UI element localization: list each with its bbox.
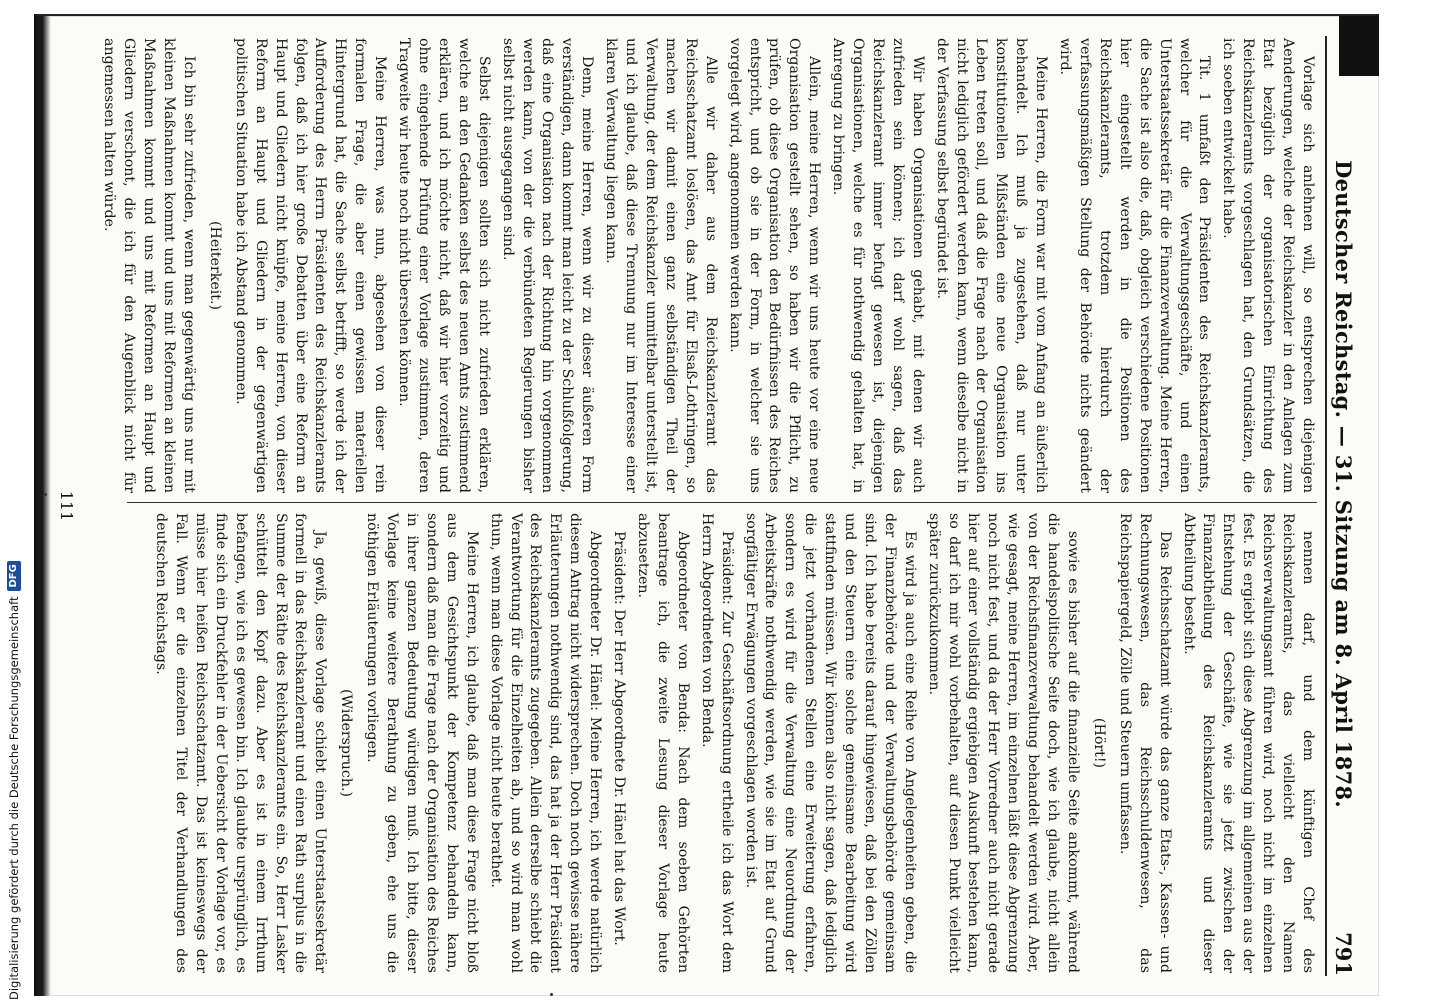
- paragraph: Wir haben Organisationen gehabt, mit denen wir auch zufrieden sein können; ich darf wohl sagen, daß das Reichskanzleramt immer befugt gewesen ist, diejenigen Organisationen, welche es für nothwendig gehalten hat, in Anregung zu bringen.: [830, 38, 926, 493]
- paragraph: Das Reichsschatzamt würde das ganze Etats-, Kassen- und Rechnungswesen, das Reichsschuldenwesen, das Reichspapiergeld, Zölle und Steuern umfassen.: [1116, 513, 1173, 973]
- scanned-page: [34, 14, 1379, 996]
- paragraph: sowie es bisher auf die finanzielle Seite ankommt, während die handelspolitische Seite doch, wie ich glaube, nicht allein von der Reichsfinanzverwaltung behandelt werden wird. Aber, wie gesagt, meine Herren, im einzelnen läßt diese Abgrenzung noch nicht fest, und da der Herr Vorredner auch nicht gerade hier auf einer vollständig ergiebigen Auskunft bestehen kann, so darf ich mir wohl vorbehalten, auf diesen Punkt vielleicht später zurückzukommen.: [925, 513, 1082, 973]
- paragraph: Alle wir daher aus dem Reichskanzleramt das Reichsschatzamt loslösen, das Amt für Elsaß-Lothringen, so machen wir damit einen ganz selbständigen Theil der Verwaltung, der dem Reichskanzler unmittelbar unterstellt ist, und ich glaube, daß diese Trennung nur im Interesse einer klaren Verwaltung liegen kann.: [603, 38, 719, 493]
- paragraph: Meine Herren, die Form war mit vom Anfang an äußerlich behandelt. Ich muß ja zugestehen, daß nur unter konstitutionellen Mißständen eine neue Organisation ins Leben treten soll, und daß die Frage nach der Organisation nicht lediglich gefördert werden kann, wenn dieselbe nicht in der Verfassung selbst begründet ist.: [933, 38, 1050, 493]
- interjection: (Heiterkeit.): [206, 221, 223, 310]
- digitisation-credit: [3, 564, 25, 1000]
- scan-speck: [44, 493, 47, 496]
- paragraph: Präsident: Zur Geschäftsordnung ertheile ich das Wort dem Herrn Abgeordneten von Benda.: [698, 513, 735, 973]
- scan-speck: [550, 993, 553, 996]
- column-divider: [127, 502, 1317, 503]
- paragraph: Tit. 1 umfaßt den Präsidenten des Reichskanzleramts, welcher für die Verwaltungsgeschäfte, und einen Unterstaatssekretär für die Finanzverwaltung. Meine Herren, die Sache ist also die, daß, obgleich verschiedene Positionen hier eingestellt werden in die Positionen des Reichskanzleramts, trotzdem hierdurch der verfassungsmäßigen Stellung der Behörde nichts geändert wird.: [1057, 38, 1213, 493]
- paragraph: Ich bin sehr zufrieden, wenn man gegenwärtig uns nur mit kleinen Maßnahmen kommt und uns mit Reformen an kleinen Maßnahmen kommt und uns mit Reformen an Haupt und Gliedern verschont, die ich für den Augenblick nicht für angemessen halten würde.: [101, 38, 198, 493]
- credit-text: Digitalisierung gefördert durch die Deutsche Forschungsgemeinschaft: [7, 596, 21, 1000]
- paragraph: Abgeordneter Dr. Hänel: Meine Herren, ich werde natürlich diesem Antrag nicht widersprechen. Doch noch gewisse nähere Erläuterungen nothwendig sind, das hat ja der Herr Präsident des Reichskanzleramts zugegeben. Allein derselbe schiebt die Verantwortung für die Einzelheiten ab, und so wird man wohl thun, wenn man diese Vorlage nicht heute berathet.: [487, 513, 604, 973]
- paragraph: Ja, gewiß, diese Vorlage schiebt einen Unterstaatssekretär formell in das Reichskanzleramt und einen Rath surplus in die Summe der Räthe des Reichskanzleramts ein. So, Herr Lasker schüttelt den Kopf dazu. Aber es ist in einem Irrthum befangen, wie ich es gewesen bin. Ich glaubte ursprünglich, es finde sich ein Druckfehler in der Uebersicht der Vorlage vor, es müsse hier heißen Reichsschatzamt. Das ist keineswegs der Fall. Wenn er die einzelnen Titel der Verhandlungen des deutschen Reichstags.: [153, 513, 329, 973]
- paragraph: Abgeordneter von Benda: Nach dem soeben Gehörten beantrage ich, die zweite Lesung dieser Vorlage heute abzusetzen.: [635, 513, 691, 973]
- interjection: (Hört!): [1090, 717, 1107, 769]
- left-column: [101, 38, 1317, 493]
- paragraph: Allein, meine Herren, wenn wir uns heute vor eine neue Organisation gestellt sehen, so haben wir die Pflicht, zu prüfen, ob diese Organisation den Bedürfnissen des Reiches entspricht, und ob sie in der Form, in welcher sie uns vorgelegt wird, angenommen werden kann.: [726, 38, 823, 493]
- paragraph: Es wird ja auch eine Reihe von Angelegenheiten geben, die der Finanzbehörde und der Verwaltungsbehörde gemeinsam sind. Ich habe bereits darauf hingewiesen, daß bei den Zöllen und den Steuern eine solche gemeinsame Bearbeitung wird stattfinden müssen. Wir können also nicht sagen, daß lediglich die jetzt vorhandenen Stellen eine Erweiterung erfahren, sondern es wird für die Verwaltung eine Neuordnung der Arbeitskräfte nothwendig werden, wie sie im Etat auf Grund sorgfältiger Erwägungen vorgeschlagen worden ist.: [742, 513, 918, 973]
- paragraph: Präsident: Der Herr Abgeordnete Dr. Hänel hat das Wort.: [611, 531, 628, 946]
- paragraph: Meine Herren, ich glaube, daß man diese Frage nicht bloß aus dem Gesichtspunkt der Kompetenz behandeln kann, sondern daß man die Frage nach der Organisation des Reiches in ihrer ganzen Bedeutung würdigen muß. Ich bitte, dieser Vorlage keine weitere Berathung zu geben, ehe uns die nöthigen Erläuterungen vorliegen.: [364, 513, 480, 973]
- page-number: 791: [1331, 932, 1357, 976]
- running-head-title: Deutscher Reichstag. — 31. Sitzung am 8. April 1878.: [1331, 160, 1357, 809]
- dfg-logo: DFG: [7, 561, 21, 590]
- interjection: (Widerspruch.): [338, 688, 355, 798]
- rotated-page-content: [37, 16, 1379, 996]
- paragraph: Vorlage sich anlehnen will, so entsprechen diejenigen Aenderungen, welche der Reichskanzler in den Anlagen zum Etat bezüglich der organisatorischen Einrichtung des Reichskanzleramts vorgeschlagen hat, den Grundsätzen, die ich soeben entwickelt habe.: [1220, 38, 1316, 493]
- signature-number: 111: [57, 490, 76, 522]
- paragraph: Selbst diejenigen sollten sich nicht zufrieden erklären, welche an den Gedanken selbst des neuen Amts zustimmend erklären, und ich möchte nicht, daß wir hier vorzeitig und ohne eingehende Prüfung einer Vorlage zustimmen, deren Tragweite wir heute noch nicht übersehen können.: [396, 38, 492, 493]
- paragraph: nennen darf, und dem künftigen Chef des Reichskanzleramts, das vielleicht den Namen Reichsverwaltungsamt führen wird, noch nicht im einzelnen fest. Es ergiebt sich diese Abgrenzung im allgemeinen aus der Entstehung der Geschäfte, wie sie jetzt zwischen der Finanzabtheilung des Reichskanzleramts und dieser Abtheilung besteht.: [1180, 513, 1316, 973]
- running-head: [1325, 36, 1361, 976]
- right-column: [107, 513, 1317, 973]
- paragraph: Meine Herren, was nun, abgesehen von dieser rein formalen Frage, die aber einen gewissen materiellen Hintergrund hat, die Sache selbst betrifft, so werde ich der Aufforderung des Herrn Präsidenten des Reichskanzleramts folgen, daß ich hier große Debatten über eine Reform an Haupt und Gliedern nicht knüpfe, meine Herren, von dieser Reform an Haupt und Gliedern in der gegenwärtigen politischen Situation habe ich Abstand genommen.: [232, 38, 389, 493]
- paragraph: Denn, meine Herren, wenn wir zu dieser äußeren Form verständigen, dann kommt man leicht zu der Schlußfolgerung, daß eine Organisation nach der Richtung hin vorgenommen werden kann, von der die verbündeten Regierungen bisher selbst nicht ausgegangen sind.: [499, 38, 596, 493]
